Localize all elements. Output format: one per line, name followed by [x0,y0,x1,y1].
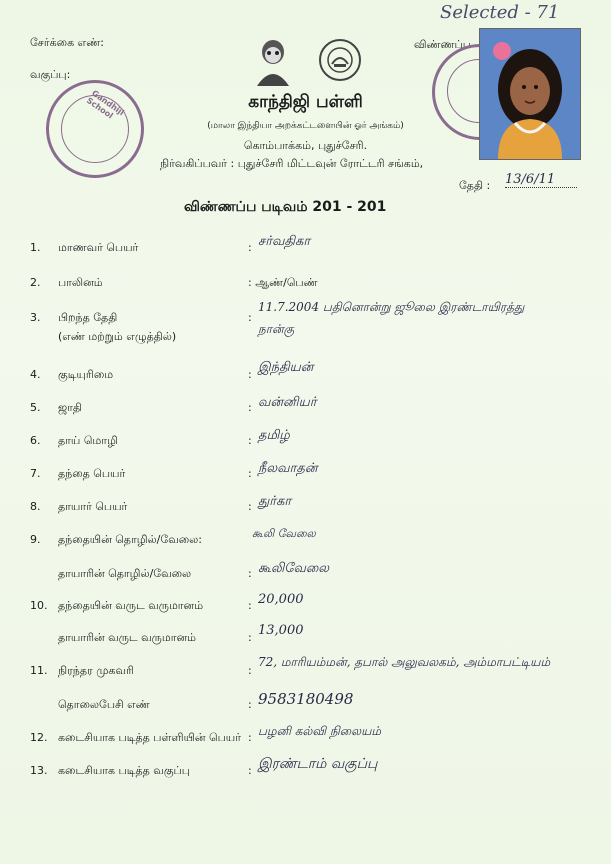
field-11-no: 11. [30,664,48,677]
field-mother-income-value: 13,000 [258,623,304,638]
field-8-no: 8. [30,500,41,513]
field-caste-label: ஜாதி [58,401,82,414]
field-6-no: 6. [30,434,41,447]
field-last-school-label: கடைசியாக படித்த பள்ளியின் பெயர் [58,731,241,744]
selected-annotation: Selected - 71 [440,2,560,23]
administrator-line: நிர்வகிப்பவர் : புதுச்சேரி மிட்டவுன் ரோட்டரி சங்கம், [160,157,424,170]
field-last-class-label: கடைசியாக படித்த வகுப்பு [58,764,190,777]
field-dob-label: பிறந்த தேதி [58,311,118,324]
field-dob-sublabel: (எண் மற்றும் எழுத்தில்) [58,330,177,343]
field-last-class-value: இரண்டாம் வகுப்பு [258,756,378,772]
field-student-name-label: மாணவர் பெயர் [58,241,139,254]
field-phone-label: தொலைபேசி எண் [58,698,150,711]
field-last-school-value: பழனி கல்வி நிலையம் [258,724,382,738]
field-gender-value: : ஆண்/பெண் [248,276,318,289]
application-label: விண்ணப்ப [414,38,471,51]
date-label: தேதி : [459,179,491,192]
field-father-occupation-value: கூலி வேலை [252,527,316,540]
knowledge-logo [318,38,362,82]
field-gender-label: பாலினம் [58,276,103,289]
field-mother-name-label: தாயார் பெயர் [58,500,128,513]
field-mother-tongue-label: தாய் மொழி [58,434,118,447]
field-father-income-value: 20,000 [258,592,304,607]
field-mother-occupation-value: கூலிவேலை [258,561,330,576]
field-mother-income-label: தாயாரின் வருட வருமானம் [58,631,196,644]
school-address: கொம்பாக்கம், புதுச்சேரி. [243,139,368,152]
field-father-income-label: தந்தையின் வருட வருமானம் [58,599,204,612]
field-caste-value: வன்னியர் [258,395,317,410]
gandhi-logo [251,36,295,86]
field-mother-occupation-label: தாயாரின் தொழில்/வேலை [58,567,192,580]
school-name: காந்திஜி பள்ளி [248,92,363,112]
field-mother-tongue-value: தமிழ் [258,428,290,443]
field-10-no: 10. [30,599,48,612]
seal-text-left: Gandhiji School [84,88,126,121]
field-dob-value-line2: நான்கு [258,322,295,336]
field-13-no: 13. [30,764,48,777]
field-12-no: 12. [30,731,48,744]
field-father-name-value: நீலவாதன் [258,461,318,476]
field-citizenship-label: குடியுரிமை [58,368,114,381]
school-subtitle: (மாலா இந்தியா அறக்கட்டளையின் ஓர் அங்கம்) [207,121,404,131]
field-2-no: 2. [30,276,41,289]
class-label: வகுப்பு: [30,68,71,81]
field-3-no: 3. [30,311,41,324]
field-address-label: நிரந்தர முகவரி [58,664,134,677]
form-page: Selected - 71 சேர்க்கை எண்: வகுப்பு: விண்ணப்ப Gandhiji School காந்திஜி பள்ளி (மாலா இந்தியா அறக்கட்டளையின் ஓர் அங்கம்) கொம்பாக்கம், புதுச்சேரி. நிர்வகிப்பவர் : புதுச்சேரி மிட்டவுன் ரோட்டரி சங்கம், தேதி : 13/6/11 விண்ணப்ப படிவம் 201 - 201 1. மாணவர் பெயர் : சர்வதிகா 2. பாலினம் : ஆண்/பெண் 3. பிறந்த தேதி (எண் மற்றும் எழுத்தில்) : 11.7.2004 பதினொன்று ஜூலை இரண்டாயிரத்து நான்கு 4. குடியுரிமை : இந்தியன் 5. ஜாதி : வன்னியர் 6. தாய் மொழி : தமிழ் 7. தந்தை பெயர் : நீலவாதன் 8. தாயார் பெயர் : துர்கா 9. தந்தையின் தொழில்/வேலை: கூலி வேலை தாயாரின் தொழில்/வேலை : கூலிவேலை 10. தந்தையின் வருட வருமானம் : 20,000 தாயாரின் வருட வருமானம் : 13,000 11. நிரந்தர முகவரி : 72, மாரியம்மன், தபால் அலுவலகம், அம்மாபட்டியம் தொலைபேசி எண் : 9583180498 12. கடைசியாக படித்த பள்ளியின் பெயர் : பழனி கல்வி நிலையம் 13. கடைசியாக படித்த வகுப்பு : இரண்டாம் வகுப்பு [0,0,611,864]
field-father-name-label: தந்தை பெயர் [58,467,126,480]
field-address-value: 72, மாரியம்மன், தபால் அலுவலகம், அம்மாபட்டியம் [258,655,551,669]
field-1-no: 1. [30,241,41,254]
field-dob-value: 11.7.2004 பதினொன்று ஜூலை இரண்டாயிரத்து [258,300,525,314]
field-citizenship-value: இந்தியன் [258,360,314,375]
date-value: 13/6/11 [505,172,577,188]
field-mother-name-value: துர்கா [258,494,292,509]
field-father-occupation-label: தந்தையின் தொழில்/வேலை: [58,533,202,546]
form-title: விண்ணப்ப படிவம் 201 - 201 [184,199,387,215]
admission-no-label: சேர்க்கை எண்: [30,36,104,49]
field-phone-value: 9583180498 [258,690,354,708]
field-student-name-value: சர்வதிகா [258,234,311,249]
field-4-no: 4. [30,368,41,381]
field-5-no: 5. [30,401,41,414]
field-7-no: 7. [30,467,41,480]
field-9-no: 9. [30,533,41,546]
